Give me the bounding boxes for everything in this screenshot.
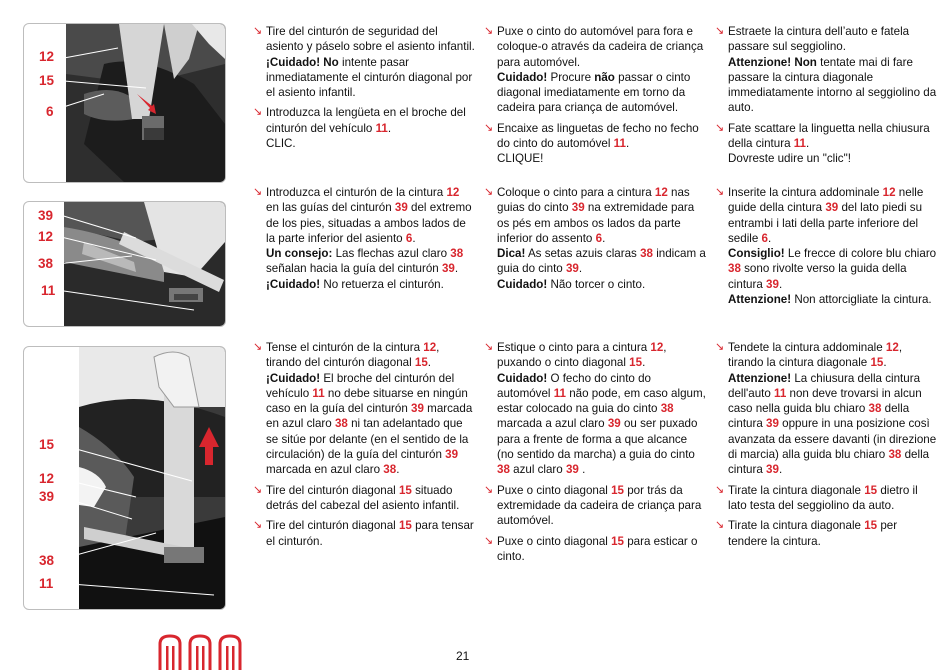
instruction-text: CLIQUE! <box>497 152 544 166</box>
instruction-step <box>715 340 937 478</box>
part-reference-number: 39 <box>565 463 579 477</box>
part-reference-number: 39 <box>445 448 459 462</box>
part-reference-number: 15 <box>414 356 428 370</box>
instruction-text: no debe situarse en ningún caso en la guía del cinturón <box>266 386 468 416</box>
instruction-text: Tense el cinturón de la cintura <box>266 341 424 354</box>
instruction-step <box>253 105 475 151</box>
part-reference-number: 39 <box>411 402 424 416</box>
instruction-text: Tire del cinturón de seguridad del asiento y páselo sobre el asiento infantil. <box>266 25 475 54</box>
callout-label: 12 <box>39 49 55 64</box>
instruction-text: Estique o cinto para a cintura <box>497 341 651 354</box>
step-arrow-icon: ↘ <box>715 341 725 353</box>
part-reference-number: 11 <box>613 137 626 151</box>
part-reference-number: 12 <box>882 186 896 199</box>
part-reference-number: 38 <box>888 448 902 462</box>
instruction-text: nas guias do cinto <box>497 186 690 215</box>
instruction-text: indicam a guia do cinto <box>497 247 706 276</box>
instruction-text: As setas azuis claras <box>525 247 641 261</box>
step-arrow-icon: ↘ <box>715 519 725 532</box>
instruction-step <box>715 483 937 514</box>
part-reference-number: 12 <box>446 186 460 199</box>
instruction-step <box>484 121 706 167</box>
instruction-text: Non attorcigliate la cintura. <box>791 293 932 307</box>
block-3-portuguese <box>484 340 706 569</box>
instruction-text: Inserite la cintura addominale <box>728 186 883 199</box>
instruction-text: . <box>767 231 772 245</box>
emphasis-text: Cuidado! <box>497 277 548 291</box>
instruction-text: El broche del cinturón del vehículo <box>266 371 455 400</box>
instruction-text: del lato piedi su entrambi i lati della parte inferiore del sedile <box>728 201 923 245</box>
step-arrow-icon: ↘ <box>253 106 263 119</box>
instruction-text: Le frecce di colore blu chiaro <box>784 247 937 261</box>
callout-label: 12 <box>38 229 54 244</box>
callout-label: 11 <box>41 283 56 298</box>
instruction-text: . <box>578 262 583 276</box>
part-reference-number: 15 <box>870 356 884 370</box>
part-reference-number: 39 <box>394 201 408 215</box>
instruction-text: en las guías del cinturón <box>266 201 395 215</box>
block-2-spanish <box>253 185 475 297</box>
instruction-text: sono rivolte verso la guida della cintura <box>728 262 907 291</box>
step-arrow-icon: ↘ <box>253 519 263 532</box>
instruction-text: Encaixe as linguetas de fecho no fecho do cinto do automóvel <box>497 121 699 151</box>
part-reference-number: 15 <box>629 356 643 370</box>
part-reference-number: 6 <box>761 231 768 245</box>
instruction-text: O fecho do cinto do automóvel <box>497 371 652 400</box>
emphasis-text: ¡Cuidado! <box>266 277 321 291</box>
part-reference-number: 39 <box>766 277 779 291</box>
part-reference-number: 15 <box>398 483 412 497</box>
block-3-italian <box>715 340 937 554</box>
step-arrow-icon: ↘ <box>715 483 725 496</box>
part-reference-number: 39 <box>607 417 621 431</box>
seat-icons-logo <box>156 632 244 670</box>
instruction-text: , tirando del cinturón diagonal <box>266 341 440 370</box>
belt-buckle-illustration <box>24 24 225 182</box>
part-reference-number: 38 <box>450 247 464 261</box>
instruction-step <box>253 24 475 100</box>
instruction-text: Procure <box>547 70 595 84</box>
instruction-text: por trás da extremidade da cadeira de criança para automóvel. <box>497 483 702 528</box>
instruction-text: ni tan adelantado que se sitúe por delante (en el sentido de la circulación) de la guía del cinturón <box>266 417 469 462</box>
step-arrow-icon: ↘ <box>484 534 494 547</box>
part-reference-number: 11 <box>774 386 787 400</box>
block-3-spanish <box>253 340 475 554</box>
part-reference-number: 11 <box>793 137 807 151</box>
block-1-spanish <box>253 24 475 156</box>
step-arrow-icon: ↘ <box>484 25 494 37</box>
part-reference-number: 38 <box>334 417 348 431</box>
instruction-text: Puxe o cinto do automóvel para fora e coloque-o através da cadeira de criança para automóvel. <box>497 25 704 69</box>
instruction-text: Puxe o cinto diagonal <box>497 534 612 548</box>
instruction-text: Não torcer o cinto. <box>547 277 646 291</box>
instruction-text: Introduzca el cinturón de la cintura <box>266 186 447 199</box>
instruction-text: CLIC. <box>266 137 296 151</box>
step-arrow-icon: ↘ <box>253 186 263 198</box>
instruction-text: No retuerza el cinturón. <box>320 277 444 291</box>
instruction-text: marcada en azul claro <box>266 463 384 477</box>
instruction-text: . <box>778 277 783 291</box>
instruction-step <box>253 185 475 292</box>
part-reference-number: 15 <box>611 483 624 497</box>
part-reference-number: 38 <box>728 262 741 276</box>
callout-label: 15 <box>39 437 55 452</box>
instruction-text: não pode, em caso algum, estar colocado na guia do cinto <box>497 386 706 416</box>
instruction-text: Coloque o cinto para a cintura <box>497 186 655 199</box>
instruction-text: Las flechas azul claro <box>332 247 451 261</box>
step-arrow-icon: ↘ <box>484 341 494 353</box>
callout-label: 12 <box>39 471 55 486</box>
callout-label: 38 <box>38 256 54 271</box>
emphasis-text: Attenzione! <box>728 293 792 307</box>
block-1-portuguese <box>484 24 706 172</box>
part-reference-number: 38 <box>383 463 397 477</box>
instruction-text: Tire del cinturón diagonal <box>266 519 399 533</box>
step-arrow-icon: ↘ <box>253 341 263 353</box>
callout-label: 39 <box>39 489 55 504</box>
part-reference-number: 38 <box>640 247 653 261</box>
part-reference-number: 15 <box>864 483 878 497</box>
instruction-text: Tendete la cintura addominale <box>728 341 886 354</box>
instruction-step <box>484 483 706 529</box>
instruction-text: Tirate la cintura diagonale <box>728 519 865 533</box>
emphasis-text: não <box>594 70 615 84</box>
instruction-text: situado detrás del cabezal del asiento infantil. <box>266 483 460 512</box>
part-reference-number: 39 <box>766 417 779 431</box>
instruction-text: nelle guide della cintura <box>728 186 924 215</box>
part-reference-number: 11 <box>312 386 325 400</box>
instruction-text: . <box>778 463 783 477</box>
callout-label: 39 <box>38 208 54 223</box>
instruction-text: . <box>642 356 646 370</box>
step-arrow-icon: ↘ <box>253 483 263 496</box>
page-number: 21 <box>456 649 470 663</box>
step-arrow-icon: ↘ <box>715 25 725 37</box>
instruction-text: Puxe o cinto diagonal <box>497 483 612 497</box>
instruction-text: Fate scattare la linguetta nella chiusura della cintura <box>728 121 930 151</box>
instruction-text: . <box>625 137 630 151</box>
instruction-text: . <box>427 356 432 370</box>
part-reference-number: 12 <box>654 186 668 199</box>
part-reference-number: 6 <box>595 231 603 245</box>
callout-label: 38 <box>39 553 55 568</box>
instruction-text: dietro il lato testa del seggiolino da auto. <box>728 483 918 512</box>
instruction-text: . <box>883 356 887 370</box>
part-reference-number: 38 <box>868 402 882 416</box>
step-photo-1 <box>23 23 226 183</box>
emphasis-text: Dica! <box>497 247 526 261</box>
part-reference-number: 11 <box>553 386 566 400</box>
instruction-text: . <box>454 262 459 276</box>
instruction-text: , puxando o cinto diagonal <box>497 341 667 370</box>
instruction-text: Tire del cinturón diagonal <box>266 483 399 497</box>
part-reference-number: 12 <box>885 341 899 354</box>
instruction-step <box>253 340 475 478</box>
instruction-step <box>484 185 706 292</box>
instruction-text: azul claro <box>509 463 566 477</box>
instruction-text: La chiusura della cintura dell'auto <box>728 371 921 400</box>
block-2-portuguese <box>484 185 706 297</box>
emphasis-text: ¡Cuidado! No <box>266 55 339 69</box>
instruction-text: . <box>387 121 392 135</box>
instruction-text: marcada a azul claro <box>497 417 608 431</box>
instruction-text: . <box>602 231 606 245</box>
instruction-text: marcada en azul claro <box>266 402 473 431</box>
instruction-text: Dovreste udire un "clic"! <box>728 152 851 166</box>
part-reference-number: 11 <box>375 121 388 135</box>
emphasis-text: Un consejo: <box>266 247 333 261</box>
part-reference-number: 12 <box>650 341 664 354</box>
step-arrow-icon: ↘ <box>484 186 494 198</box>
instruction-text: non deve trovarsi in alcun caso nella guida blu chiaro <box>728 386 922 416</box>
part-reference-number: 15 <box>864 519 878 533</box>
instruction-step <box>484 24 706 116</box>
part-reference-number: 39 <box>766 463 779 477</box>
part-reference-number: 12 <box>423 341 437 354</box>
step-arrow-icon: ↘ <box>484 483 494 496</box>
instruction-text: della cintura <box>728 448 930 477</box>
step-arrow-icon: ↘ <box>715 121 725 134</box>
part-reference-number: 39 <box>441 262 455 276</box>
callout-label: 15 <box>39 73 55 88</box>
step-arrow-icon: ↘ <box>715 186 725 198</box>
instruction-step <box>715 24 937 116</box>
part-reference-number: 38 <box>497 463 510 477</box>
instruction-text: Introduzca la lengüeta en el broche del cinturón del vehículo <box>266 106 466 135</box>
part-reference-number: 15 <box>398 519 412 533</box>
step-photo-3 <box>23 346 226 610</box>
instruction-text: della cintura <box>728 402 910 431</box>
emphasis-text: Cuidado! <box>497 70 548 84</box>
instruction-step <box>253 483 475 514</box>
lap-belt-guide-illustration <box>24 202 225 326</box>
emphasis-text: Attenzione! <box>728 371 792 385</box>
callout-label: 6 <box>46 104 54 119</box>
instruction-text: Estraete la cintura dell’auto e fatela passare sul seggiolino. <box>728 25 910 54</box>
instruction-text: passar o cinto diagonal imediatamente em torno da cadeira para criança de automóvel. <box>497 70 691 115</box>
instruction-text: . <box>396 463 400 477</box>
part-reference-number: 39 <box>825 201 839 215</box>
emphasis-text: Consiglio! <box>728 247 785 261</box>
instruction-text: del extremo de los pies, situadas a ambos lados de la parte inferior del asiento <box>266 201 472 245</box>
instruction-text: señalan hacia la guía del cinturón <box>266 262 442 276</box>
instruction-text: tentate mai di fare passare la cintura diagonale immediatamente intorno al seggiolino da auto. <box>728 55 937 115</box>
instruction-text: . <box>578 463 586 477</box>
instruction-step <box>484 340 706 478</box>
instruction-text: intente pasar inmediatamente el cinturón diagonal por el asiento infantil. <box>266 55 473 100</box>
emphasis-text: ¡Cuidado! <box>266 371 321 385</box>
emphasis-text: Cuidado! <box>497 371 548 385</box>
instruction-text: para esticar o cinto. <box>497 534 698 563</box>
instruction-text: per tendere la cintura. <box>728 519 898 548</box>
part-reference-number: 38 <box>660 402 674 416</box>
block-2-italian <box>715 185 937 312</box>
instruction-text: para tensar el cinturón. <box>266 519 474 548</box>
instruction-step <box>253 518 475 549</box>
step-photo-2 <box>23 201 226 327</box>
instruction-text: ou ser puxado para a frente de forma a que alcance (no sentido da marcha) a guia do cinto <box>497 417 698 462</box>
part-reference-number: 15 <box>611 534 624 548</box>
instruction-text: . <box>806 137 810 151</box>
step-arrow-icon: ↘ <box>484 121 494 134</box>
instruction-step <box>484 534 706 565</box>
step-arrow-icon: ↘ <box>253 25 263 37</box>
instruction-text: . <box>412 231 416 245</box>
block-1-italian <box>715 24 937 172</box>
instruction-text: oppure in una posizione così avanzata da essere davanti (in direzione di marcia) alla guida blu chiaro <box>728 417 937 462</box>
emphasis-text: Attenzione! Non <box>728 55 817 69</box>
instruction-step <box>715 518 937 549</box>
part-reference-number: 39 <box>565 262 579 276</box>
instruction-step <box>715 185 937 307</box>
part-reference-number: 39 <box>571 201 585 215</box>
instruction-text: , tirando la cintura diagonale <box>728 341 903 370</box>
callout-label: 11 <box>39 576 54 591</box>
diagonal-belt-tension-illustration <box>24 347 225 609</box>
instruction-text: na extremidade para os pés em ambos os lados da parte inferior do assento <box>497 201 695 245</box>
instruction-step <box>715 121 937 167</box>
instruction-text: Tirate la cintura diagonale <box>728 483 865 497</box>
part-reference-number: 6 <box>405 231 413 245</box>
